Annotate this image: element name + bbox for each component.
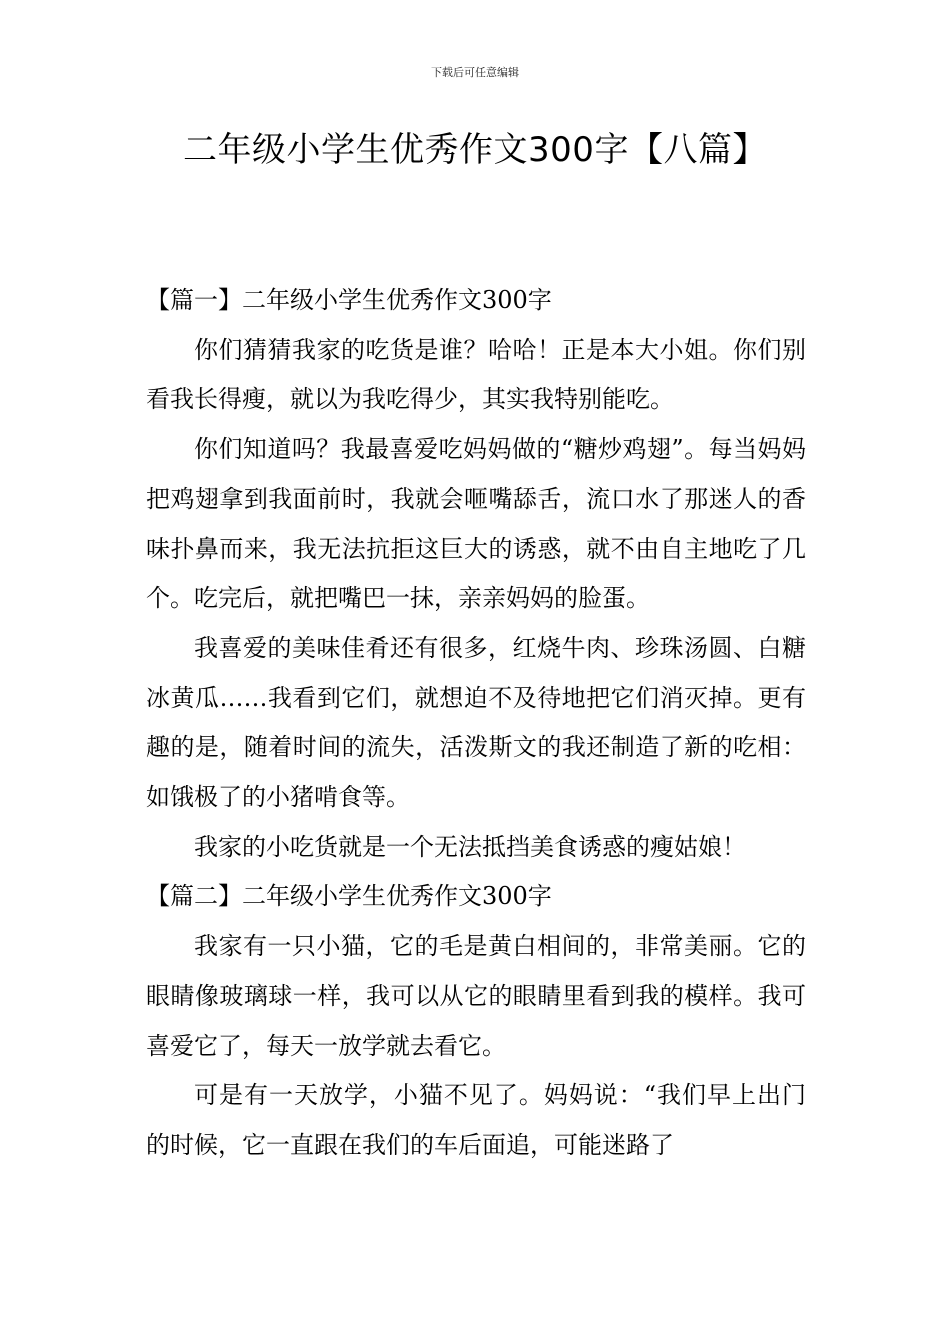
header-note: 下载后可任意编辑 <box>431 66 519 79</box>
paragraph: 我家有一只小猫，它的毛是黄白相间的，非常美丽。它的眼睛像玻璃球一样，我可以从它的眼睛里看到我的模样。我可喜爱它了，每天一放学就去看它。 <box>146 932 806 1060</box>
paragraph: 我家的小吃货就是一个无法抵挡美食诱惑的瘦姑娘！ <box>194 832 746 861</box>
document-body <box>146 276 806 1171</box>
section-heading: 【篇二】二年级小学生优秀作文300字 <box>146 882 552 911</box>
paragraph: 你们猜猜我家的吃货是谁？哈哈！正是本大小姐。你们别看我长得瘦，就以为我吃得少，其实我特别能吃。 <box>146 335 806 414</box>
paragraph: 你们知道吗？我最喜爱吃妈妈做的“糖炒鸡翅”。每当妈妈把鸡翅拿到我面前时，我就会咂嘴舔舌，流口水了那迷人的香味扑鼻而来，我无法抗拒这巨大的诱惑，就不由自主地吃了几个。吃完后，就把嘴巴一抹，亲亲妈妈的脸蛋。 <box>146 435 806 613</box>
paragraph: 我喜爱的美味佳肴还有很多，红烧牛肉、珍珠汤圆、白糖冰黄瓜……我看到它们，就想迫不及待地把它们消灭掉。更有趣的是，随着时间的流失，活泼斯文的我还制造了新的吃相：如饿极了的小猪啃食等。 <box>146 633 806 812</box>
paragraph: 可是有一天放学，小猫不见了。妈妈说：“我们早上出门的时候，它一直跟在我们的车后面追，可能迷路了 <box>146 1081 806 1159</box>
section-heading: 【篇一】二年级小学生优秀作文300字 <box>146 286 552 314</box>
document-title: 二年级小学生优秀作文300字【八篇】 <box>183 130 767 170</box>
